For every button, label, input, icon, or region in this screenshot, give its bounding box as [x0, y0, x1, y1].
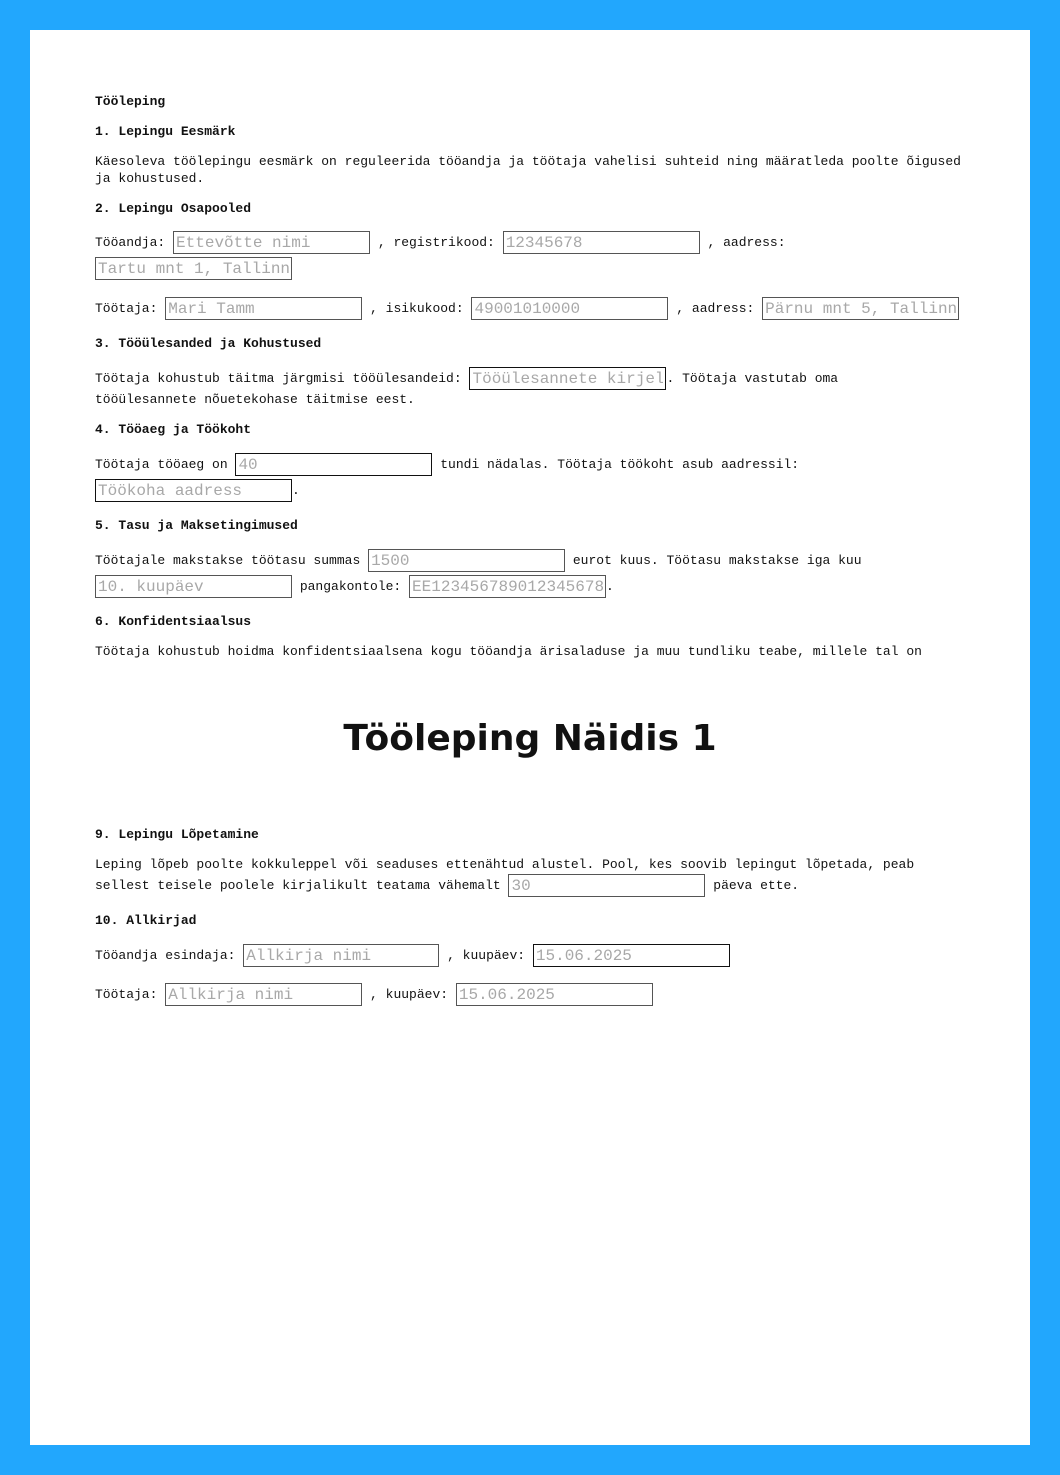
employer-line — [95, 231, 786, 255]
termination-line2 — [95, 874, 799, 898]
workplace-field[interactable] — [95, 479, 292, 502]
employer-address-label: , aadress: — [707, 235, 786, 250]
salary-line — [95, 549, 862, 573]
payment-line — [95, 575, 614, 599]
section-4-heading: 4. Tööaeg ja Töökoht — [95, 422, 252, 437]
salary-text-before: Töötajale makstakse töötasu summas — [95, 553, 361, 568]
section-6-text: Töötaja kohustub hoidma konfidentsiaalsena kogu tööandja ärisaladuse ja muu tundliku teabe, millele tal on — [95, 644, 922, 659]
duties-text-line2: tööülesannete nõuetekohase täitmise eest. — [95, 392, 415, 407]
employee-date-field[interactable] — [456, 983, 653, 1006]
section-6-heading: 6. Konfidentsiaalsus — [95, 614, 252, 629]
employer-date-label: , kuupäev: — [447, 948, 526, 963]
watermark-banner — [30, 660, 1032, 815]
bank-account-label: pangakontole: — [299, 579, 402, 594]
id-code-field[interactable] — [471, 297, 668, 320]
employee-address-field[interactable] — [762, 297, 959, 320]
employee-signature-field[interactable] — [165, 983, 362, 1006]
employee-address-label: , aadress: — [676, 301, 755, 316]
section-5-heading: 5. Tasu ja Maksetingimused — [95, 518, 298, 533]
employer-label: Tööandja: — [95, 235, 166, 250]
section-1-text: Käesoleva töölepingu eesmärk on reguleerida tööandja ja töötaja vahelisi suhteid ning määratleda poolte õigused ja kohustused. — [95, 154, 961, 186]
section-1-heading: 1. Lepingu Eesmärk — [95, 124, 236, 139]
worktime-text-after: tundi nädalas. Töötaja töökoht asub aadressil: — [440, 457, 800, 472]
employer-rep-label: Tööandja esindaja: — [95, 948, 236, 963]
employer-signature-field[interactable] — [243, 944, 439, 967]
employer-name-field[interactable] — [173, 231, 370, 254]
employer-date-field[interactable] — [533, 944, 730, 967]
section-10-heading: 10. Allkirjad — [95, 913, 197, 928]
section-3-heading: 3. Tööülesanded ja Kohustused — [95, 336, 322, 351]
id-code-label: , isikukood: — [370, 301, 464, 316]
employee-name-field[interactable] — [165, 297, 362, 320]
document-title: Tööleping — [95, 94, 166, 109]
payday-field[interactable] — [95, 575, 292, 598]
termination-text-line1: Leping lõpeb poolte kokkuleppel või seaduses ettenähtud alustel. Pool, kes soovib lepingut lõpetada, peab — [95, 857, 915, 872]
employee-date-label: , kuupäev: — [370, 987, 449, 1002]
salary-field[interactable] — [368, 549, 565, 572]
bank-account-field[interactable] — [409, 575, 606, 598]
notice-days-field[interactable] — [508, 874, 705, 897]
employee-line — [95, 297, 959, 321]
salary-text-after: eurot kuus. Töötasu makstakse iga kuu — [572, 553, 862, 568]
employer-address-field[interactable] — [95, 257, 292, 280]
employee-label: Töötaja: — [95, 301, 158, 316]
duties-field[interactable] — [469, 367, 666, 390]
section-2-heading: 2. Lepingu Osapooled — [95, 201, 252, 216]
hours-field[interactable] — [235, 453, 432, 476]
reg-code-field[interactable] — [503, 231, 700, 254]
employer-signature-line — [95, 944, 730, 968]
workplace-end: . — [292, 483, 300, 498]
worktime-line — [95, 453, 799, 477]
workplace-line — [95, 479, 300, 503]
payment-end: . — [606, 579, 614, 594]
reg-code-label: , registrikood: — [377, 235, 495, 250]
duties-line — [95, 367, 838, 391]
banner-title: Tööleping Näidis 1 — [343, 718, 717, 759]
termination-text-before: sellest teisele poolele kirjalikult teatama vähemalt — [95, 878, 501, 893]
employee-signature-line — [95, 983, 653, 1007]
employer-address-line — [95, 257, 292, 281]
document-page — [30, 30, 1030, 1445]
worktime-text-before: Töötaja tööaeg on — [95, 457, 228, 472]
duties-text-after: . Töötaja vastutab oma — [666, 371, 839, 386]
termination-text-after: päeva ette. — [713, 878, 800, 893]
duties-text-before: Töötaja kohustub täitma järgmisi tööülesandeid: — [95, 371, 462, 386]
section-9-heading: 9. Lepingu Lõpetamine — [95, 827, 259, 842]
employee-sign-label: Töötaja: — [95, 987, 158, 1002]
